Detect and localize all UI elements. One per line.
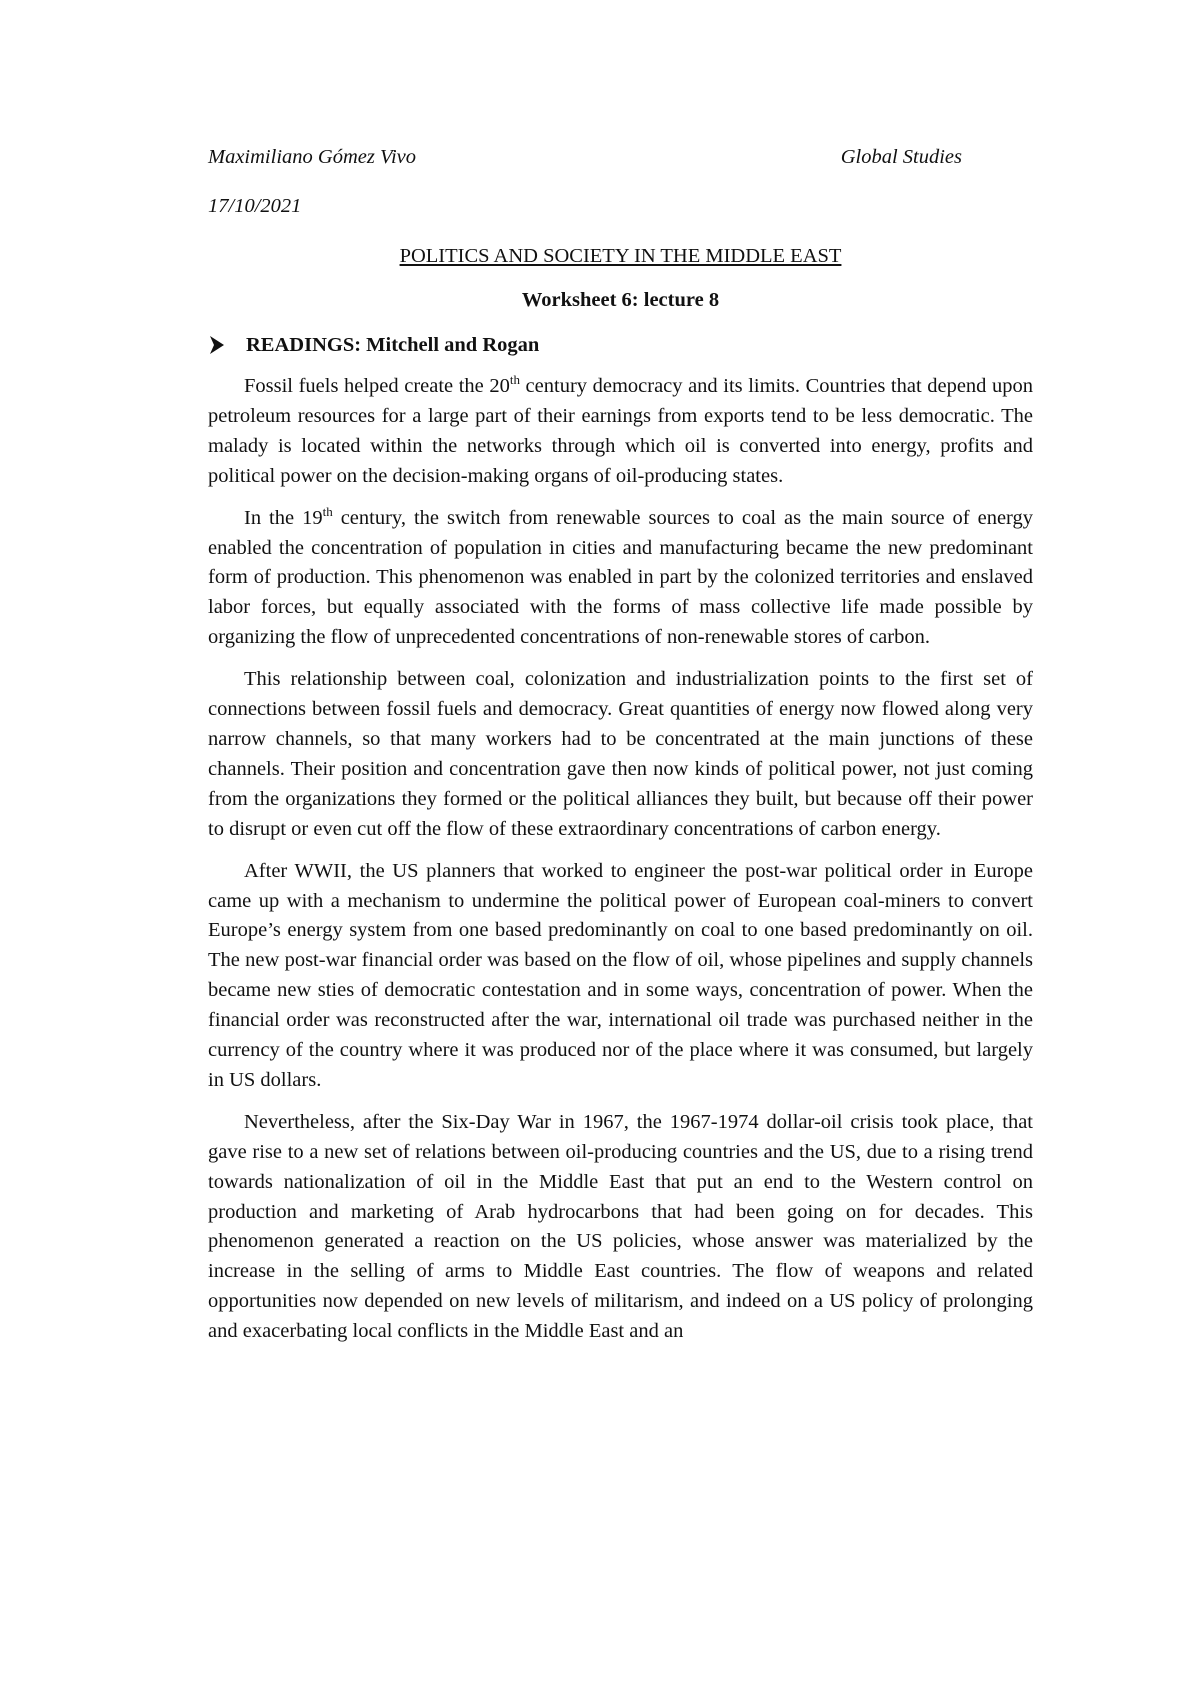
superscript: th	[509, 372, 520, 388]
superscript: th	[322, 503, 333, 519]
readings-label: READINGS: Mitchell and Rogan	[246, 334, 540, 356]
course-name: Global Studies	[840, 146, 962, 168]
paragraph	[208, 504, 1033, 654]
document-header	[208, 142, 1033, 172]
paragraph-text: In the 19	[244, 506, 323, 529]
document-title: POLITICS AND SOCIETY IN THE MIDDLE EAST	[399, 245, 842, 267]
paragraph: This relationship between coal, colonization and industrialization points to the first set of connections between fossil fuels and democracy. Great quantities of energy now flowed along very narrow channels, so that many workers had to be concentrated at the main junctions of these channels. Their position and concentration gave then now kinds of political power, not just coming from the organizations they formed or the political alliances they built, but because off their power to disrupt or even cut off the flow of these extraordinary concentrations of carbon energy.	[208, 668, 1033, 840]
paragraph: Nevertheless, after the Six-Day War in 1967, the 1967-1974 dollar-oil crisis took place, that gave rise to a new set of relations between oil-producing countries and the US, due to a rising trend towards nationalization of oil in the Middle East that put an end to the Western control on production and marketing of Arab hydrocarbons that had been going on for decades. This phenomenon generated a reaction on the US policies, whose answer was materialized by the increase in the selling of arms to Middle East countries. The flow of weapons and related opportunities now depended on new levels of militarism, and indeed on a US policy of prolonging and exacerbating local conflicts in the Middle East and an	[208, 1110, 1033, 1343]
arrowhead-bullet-icon	[210, 336, 224, 354]
paragraph: After WWII, the US planners that worked to engineer the post-war political order in Europe came up with a mechanism to undermine the political power of European coal-miners to convert Europe’s energy system from one based predominantly on coal to one based predominantly on oil. The new post-war financial order was based on the flow of oil, whose pipelines and supply channels became new sties of democratic contestation and in some ways, concentration of power. When the financial order was reconstructed after the war, international oil trade was purchased neither in the currency of the country where it was produced nor of the place where it was consumed, but largely in US dollars.	[208, 859, 1033, 1091]
document-subtitle: Worksheet 6: lecture 8	[521, 289, 720, 311]
document-date: 17/10/2021	[208, 195, 302, 217]
document-body	[208, 142, 1033, 1347]
paragraph-text: Fossil fuels helped create the 20	[244, 375, 510, 397]
paragraph	[208, 372, 1033, 492]
paragraph-text: century democracy and its limits. Countries that depend upon petroleum resources for a large part of their earnings from exports tend to be less democratic. The malady is located within the networks through which oil is converted into energy, profits and political power on the decision-making organs of oil-producing states.	[208, 375, 1034, 487]
paragraph-text: century, the switch from renewable sources to coal as the main source of energy enabled the concentration of population in cities and manufacturing became the new predominant form of production. This phenomenon was enabled in part by the colonized territories and enslaved labor forces, but equally associated with the forms of mass collective life made possible by organizing the flow of unprecedented concentrations of non-renewable stores of carbon.	[208, 506, 1033, 649]
author-name: Maximiliano Gómez Vivo	[208, 146, 416, 168]
readings-heading	[208, 330, 1033, 360]
